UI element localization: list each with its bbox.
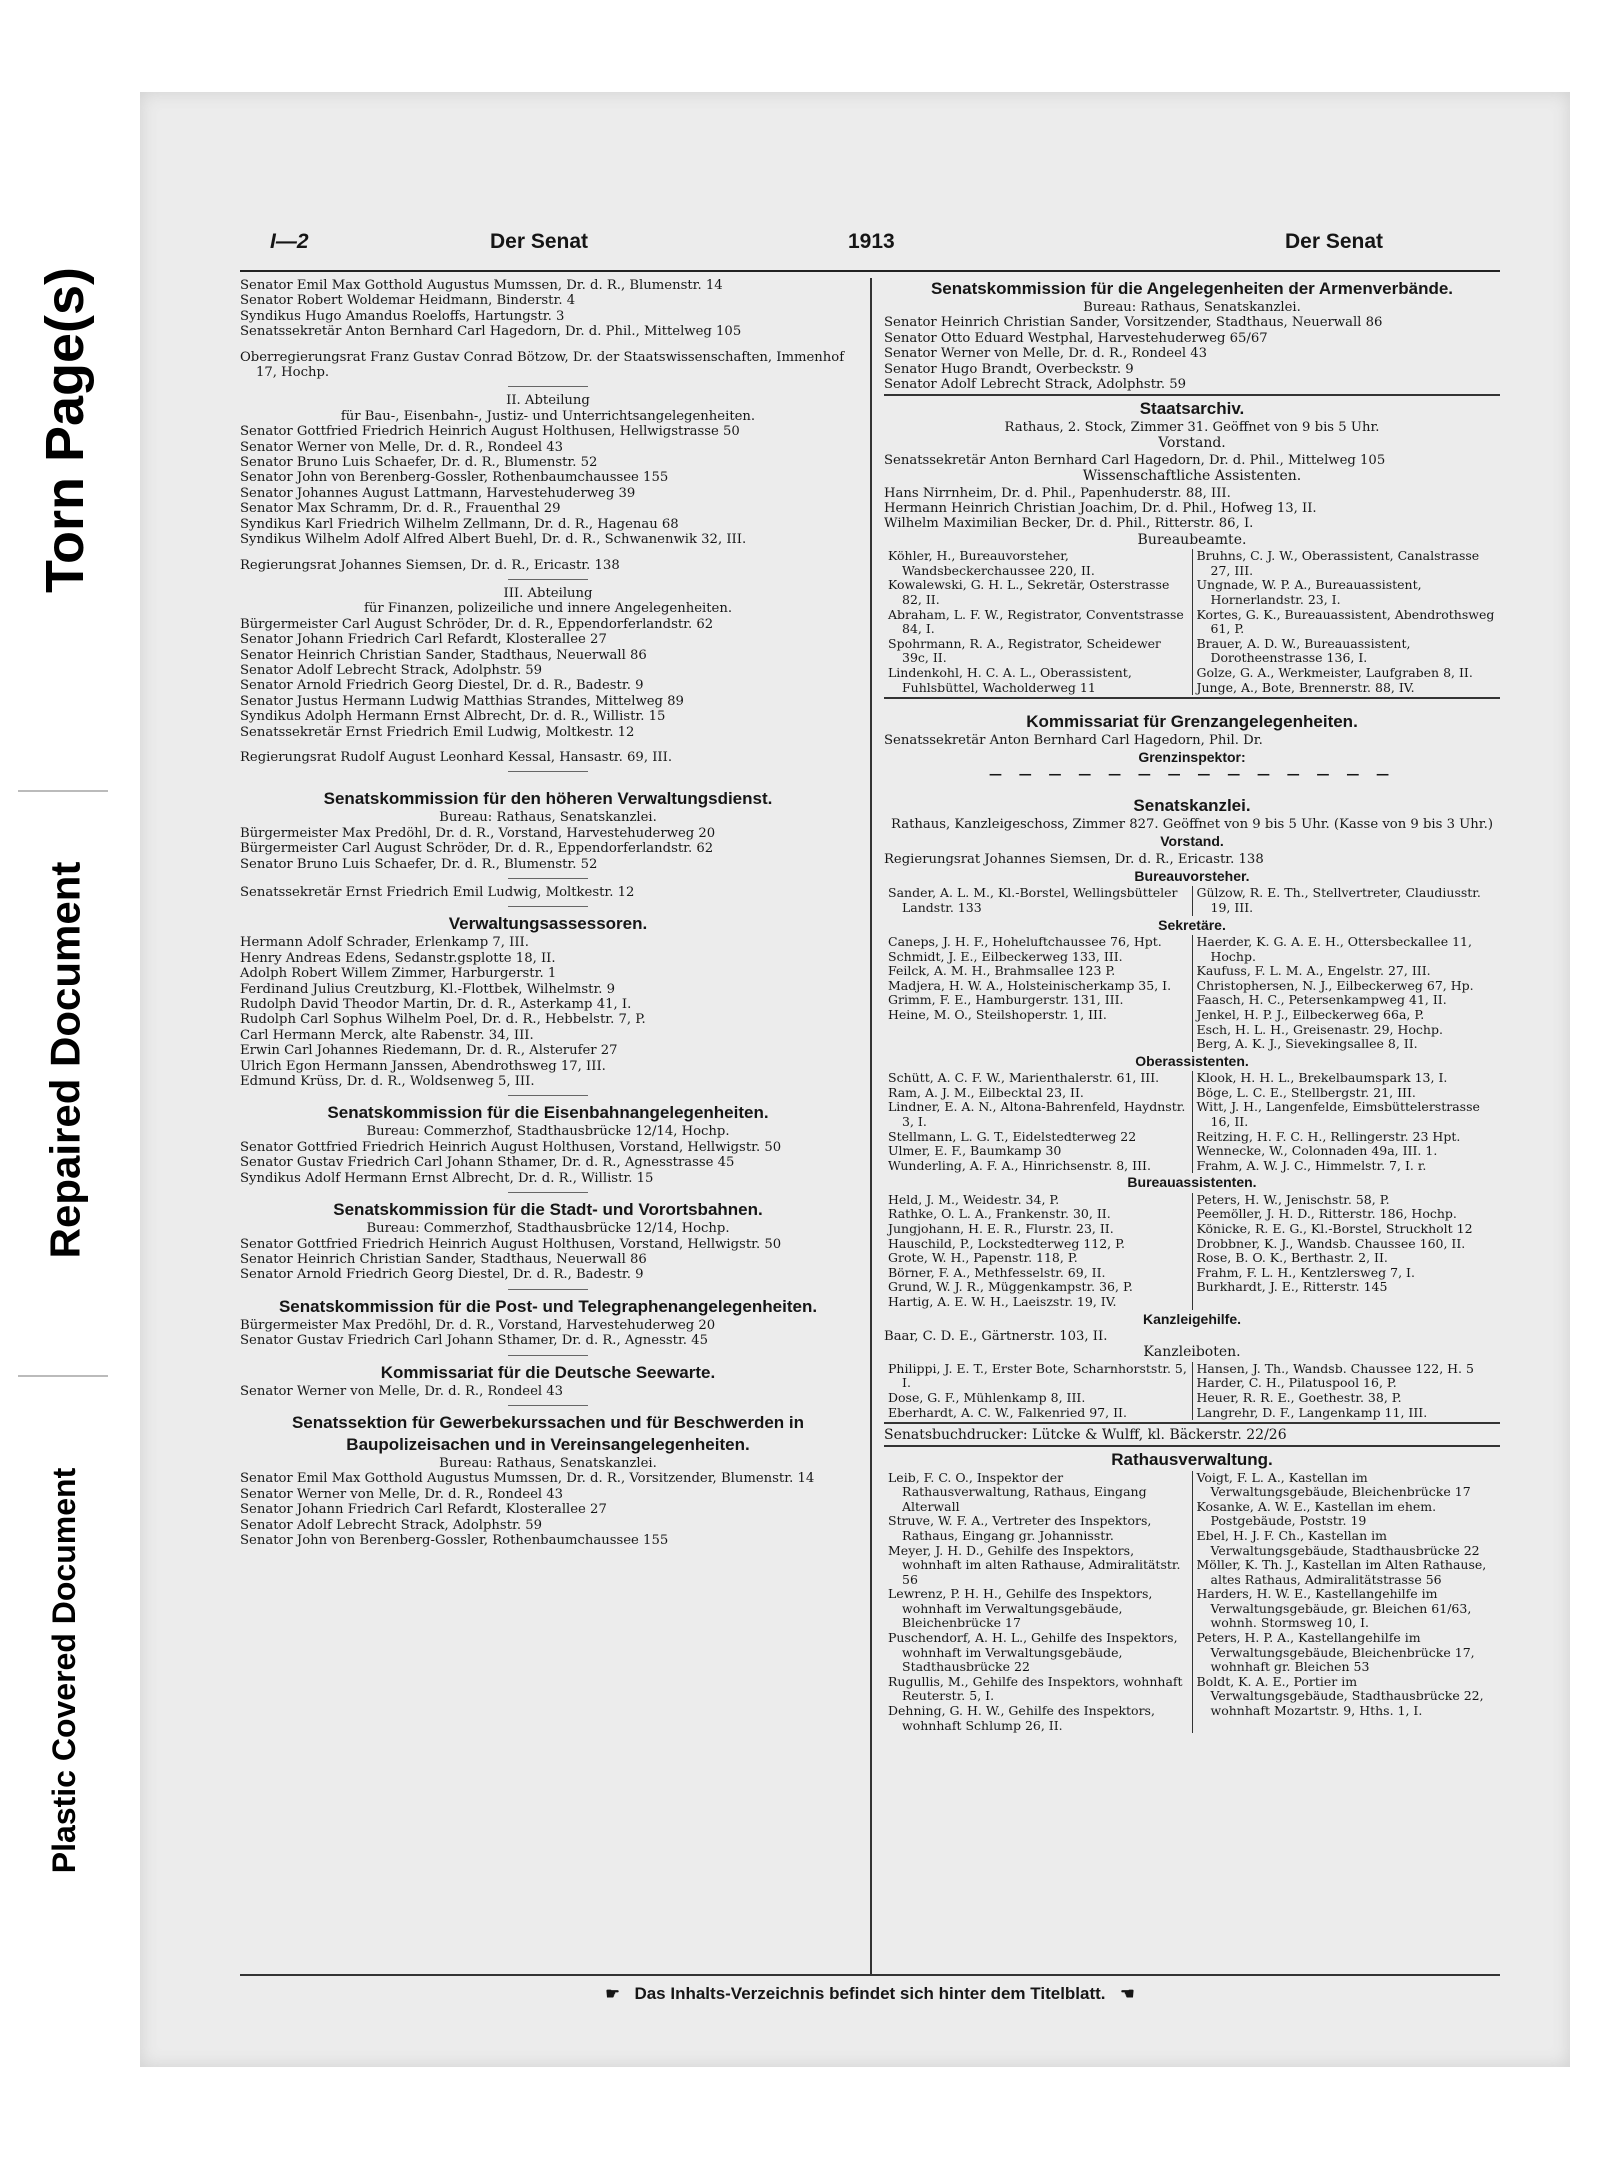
entry: Senator Max Schramm, Dr. d. R., Frauenthal 29 [240, 501, 561, 517]
entry: Kosanke, A. W. E., Kastellan im ehem. Postgebäude, Poststr. 19 [1196, 1498, 1437, 1529]
bureau-line: Bureau: Rathaus, Senatskanzlei. [439, 810, 657, 826]
page-number: I—2 [270, 230, 309, 253]
header-year: 1913 [848, 230, 895, 253]
entry: Senator Johann Friedrich Carl Refardt, Klosterallee 27 [240, 632, 607, 648]
section-heading: Senatskommission für die Stadt- und Vorortsbahnen. [333, 1200, 763, 1220]
entry: Senator Justus Hermann Ludwig Matthias Strandes, Mittelweg 89 [240, 693, 684, 709]
entry: Kaufuss, F. L. M. A., Engelstr. 27, III. [1196, 963, 1431, 979]
section-heading: Verwaltungsassessoren. [448, 914, 648, 934]
entry: Rudolph Carl Sophus Wilhelm Poel, Dr. d. R., Hebbelstr. 7, P. [240, 1012, 646, 1028]
entry: Ulmer, E. F., Baumkamp 30 [888, 1143, 1062, 1159]
entry: Senator Emil Max Gotthold Augustus Mumssen, Dr. d. R., Vorsitzender, Blumenstr. 14 [240, 1471, 815, 1487]
subheading: Kanzleigehilfe. [1142, 1310, 1242, 1327]
entry: Senator Arnold Friedrich Georg Diestel, Dr. d. R., Badestr. 9 [240, 1267, 644, 1283]
entry: Esch, H. L. H., Greisenastr. 29, Hochp. [1196, 1021, 1443, 1037]
entry: Peters, H. W., Jenischstr. 58, P. [1196, 1191, 1390, 1207]
tag-torn-label: Torn Page(s) [35, 266, 95, 594]
subheading: Kanzleiboten. [1143, 1344, 1241, 1361]
entry: Jenkel, H. P. J., Eilbeckerweg 66a, P. [1196, 1007, 1425, 1023]
entry: Eberhardt, A. C. W., Falkenried 97, II. [888, 1404, 1127, 1420]
subheading: Vorstand. [1158, 435, 1226, 452]
entry: Dehning, G. H. W., Gehilfe des Inspektors, wohnhaft Schlump 26, II. [888, 1703, 1155, 1733]
header-right-title: Der Senat [1285, 230, 1384, 253]
entry: Junge, A., Bote, Brennerstr. 88, IV. [1196, 679, 1415, 695]
entry: Madjera, H. W. A., Holsteinischerkamp 35, I. [888, 977, 1172, 993]
entry: Rathke, O. L. A., Frankenstr. 30, II. [888, 1206, 1111, 1222]
entry: Leib, F. C. O., Inspektor der Rathausverwaltung, Rathaus, Eingang Alterwall [888, 1469, 1147, 1514]
entry: Heine, M. O., Steilshoperstr. 1, III. [888, 1007, 1107, 1023]
entry: Hans Nirrnheim, Dr. d. Phil., Papenhuderstr. 88, III. [884, 485, 1231, 501]
subheading: Bureauvorsteher. [1134, 868, 1250, 885]
section-subtitle: für Bau-, Eisenbahn-, Justiz- und Unterrichtsangelegenheiten. [340, 408, 756, 424]
entry: Senatssekretär Ernst Friedrich Emil Ludwig, Moltkestr. 12 [240, 885, 635, 900]
bureau-line: Bureau: Rathaus, Senatskanzlei. [439, 1455, 657, 1471]
entry: Baar, C. D. E., Gärtnerstr. 103, II. [884, 1328, 1108, 1344]
header-left-title: Der Senat [490, 230, 589, 253]
section-title: III. Abteilung [503, 585, 593, 601]
divider [508, 1192, 588, 1193]
entry: Könicke, R. E. G., Kl.-Borstel, Struckholt 12 [1196, 1220, 1473, 1236]
subheading: Vorstand. [1160, 833, 1224, 850]
entry: Senator Werner von Melle, Dr. d. R., Rondeel 43 [240, 1486, 564, 1502]
entry: Senatssekretär Anton Bernhard Carl Hagedorn, Dr. d. Phil., Mittelweg 105 [884, 452, 1386, 468]
entry: Senator John von Berenberg-Gossler, Rothenbaumchaussee 155 [240, 1532, 669, 1548]
running-header [240, 230, 1500, 270]
entry: Senator Werner von Melle, Dr. d. R., Rondeel 43 [884, 346, 1208, 362]
staff-table [884, 1193, 1500, 1310]
tag-plastic-label: Plastic Covered Document [46, 1467, 83, 1873]
entry: Gülzow, R. E. Th., Stellvertreter, Claudiusstr. 19, III. [1196, 885, 1481, 916]
section-title: II. Abteilung [506, 393, 590, 409]
entry: Witt, J. H., Langenfelde, Eimsbüttelerstrasse 16, II. [1196, 1099, 1480, 1129]
entry: Senator Otto Eduard Westphal, Harvestehuderweg 65/67 [884, 330, 1268, 346]
entry: Senator Hugo Brandt, Overbeckstr. 9 [884, 361, 1134, 377]
entry: Hermann Adolf Schrader, Erlenkamp 7, III. [240, 935, 529, 951]
entry: Christophersen, N. J., Eilbeckerweg 67, Hp. [1196, 977, 1474, 993]
entry: Peemöller, J. H. D., Ritterstr. 186, Hochp. [1196, 1206, 1457, 1222]
entry: Senator Johannes August Lattmann, Harvestehuderweg 39 [240, 485, 636, 501]
entry: Senatssekretär Anton Bernhard Carl Hagedorn, Phil. Dr. [884, 732, 1263, 748]
section-heading: Senatssektion für Gewerbekurssachen und für Beschwerden in Baupolizeisachen und in Vereinsangelegenheiten. [291, 1412, 805, 1454]
entry: Senator Heinrich Christian Sander, Stadthaus, Neuerwall 86 [240, 647, 647, 663]
entry: Stellmann, L. G. T., Eidelstedterweg 22 [888, 1128, 1137, 1144]
pointing-hand-icon: ☛ [605, 1986, 620, 2003]
entry: Jungjohann, H. E. R., Flurstr. 23, II. [888, 1220, 1114, 1236]
entry: Lindner, E. A. N., Altona-Bahrenfeld, Haydnstr. 3, I. [888, 1099, 1186, 1129]
entry: Spohrmann, R. A., Registrator, Scheidewег 39c, II. [888, 635, 1162, 666]
entry: Kortes, G. K., Bureauassistent, Abendrothsweg 61, P. [1196, 606, 1495, 637]
divider [508, 1355, 588, 1356]
entry: Rose, B. O. K., Berthastr. 2, II. [1196, 1250, 1388, 1266]
entry: Senator Heinrich Christian Sander, Stadthaus, Neuerwall 86 [240, 1251, 647, 1267]
section-heading: Rathausverwaltung. [1111, 1449, 1273, 1469]
entry: Burkhardt, J. E., Ritterstr. 145 [1196, 1279, 1388, 1295]
document-page [240, 162, 1495, 2032]
column-divider [870, 278, 872, 1974]
staff-table [884, 1471, 1500, 1734]
entry: Voigt, F. L. A., Kastellan im Verwaltungsgebäude, Bleichenbrücke 17 [1196, 1469, 1471, 1500]
dash-line: — — — — — — — — — — — — — — [988, 767, 1396, 783]
entry: Ungnade, W. P. A., Bureauassistent, Hornerlandstr. 23, I. [1196, 577, 1422, 607]
entry: Senator Adolf Lebrecht Strack, Adolphstr. 59 [884, 377, 1187, 393]
rule [884, 394, 1500, 396]
entry: Senator Bruno Luis Schaefer, Dr. d. R., Blumenstr. 52 [240, 856, 598, 872]
divider [508, 1405, 588, 1406]
bureau-line: Bureau: Rathaus, Senatskanzlei. [1083, 300, 1301, 315]
entry: Syndikus Hugo Amandus Roeloffs, Hartungstr. 3 [240, 308, 565, 324]
entry: Syndikus Adolf Hermann Ernst Albrecht, Dr. d. R., Willistr. 15 [240, 1170, 654, 1186]
entry: Carl Hermann Merck, alte Rabenstr. 34, III. [240, 1027, 534, 1043]
divider [508, 878, 588, 879]
entry: Reitzing, H. F. C. H., Rellingerstr. 23 Hpt. [1196, 1128, 1461, 1144]
entry: Adolph Robert Willem Zimmer, Harburgerstr. 1 [240, 966, 557, 982]
entry: Hauschild, P., Lockstedterweg 112, P. [888, 1235, 1125, 1251]
entry: Wennecke, W., Colonnaden 49a, III. 1. [1196, 1143, 1438, 1159]
section-subtitle: für Finanzen, polizeiliche und innere Angelegenheiten. [363, 601, 733, 617]
tag-repaired-label: Repaired Document [41, 861, 88, 1259]
subheading: Bureaubeamte. [1137, 531, 1247, 548]
entry: Erwin Carl Johannes Riedemann, Dr. d. R., Alsterufer 27 [240, 1043, 618, 1059]
entry: Faasch, H. C., Petersenkampweg 41, II. [1196, 992, 1447, 1008]
section-heading: Senatskanzlei. [1133, 795, 1251, 815]
entry: Hartig, A. E. W. H., Laeiszstr. 19, IV. [888, 1293, 1117, 1309]
tag-torn-pages [0, 180, 130, 680]
tag-repaired-document [0, 800, 130, 1320]
rule [884, 1422, 1500, 1424]
section-heading: Kommissariat für Grenzangelegenheiten. [1026, 711, 1358, 731]
entry: Bruhns, C. J. W., Oberassistent, Canalstrasse 27, III. [1196, 548, 1480, 578]
entry: Haerder, K. G. A. E. H., Ottersbeckallee 11, Hochp. [1196, 934, 1472, 964]
entry: Grote, W. H., Papenstr. 118, P. [888, 1250, 1078, 1266]
staff-table [884, 1362, 1500, 1420]
entry: Senator Werner von Melle, Dr. d. R., Rondeel 43 [240, 1383, 564, 1399]
section-heading: Senatskommission für die Post- und Telegraphenangelegenheiten. [278, 1296, 818, 1316]
entry: Oberregierungsrat Franz Gustav Conrad Bötzow, Dr. der Staatswissenschaften, Immenhof 17, Hochp. [240, 349, 845, 381]
entry: Ferdinand Julius Creutzburg, Kl.-Flottbek, Wilhelmstr. 9 [240, 981, 616, 997]
subheading: Bureauassistenten. [1127, 1174, 1257, 1191]
section-heading: Senatskommission für die Angelegenheiten der Armenverbände. [930, 279, 1454, 298]
entry: Ulrich Egon Hermann Janssen, Abendrothsweg 17, III. [240, 1058, 606, 1074]
entry: Senator Johann Friedrich Carl Refardt, Klosterallee 27 [240, 1502, 607, 1518]
entry: Syndikus Adolph Hermann Ernst Albrecht, Dr. d. R., Willistr. 15 [240, 709, 666, 725]
entry: Bürgermeister Carl August Schröder, Dr. d. R., Eppendorferlandstr. 62 [240, 616, 714, 632]
bureau-line: Bureau: Commerzhof, Stadthausbrücke 12/14, Hochp. [366, 1124, 730, 1140]
rule [884, 1445, 1500, 1447]
entry: Boldt, K. A. E., Portier im Verwaltungsgebäude, Stadthausbrücke 22, wohnhaft Mozartstr. 9, Hths. 1, I. [1196, 1673, 1484, 1719]
entry: Senator Gottfried Friedrich Heinrich August Holthusen, Vorstand, Hellwigstr. 50 [240, 1139, 782, 1155]
entry: Harder, C. H., Pilatuspool 16, P. [1196, 1375, 1397, 1391]
tag-separator [18, 1375, 108, 1377]
pointing-hand-icon: ☚ [1120, 1986, 1135, 2003]
entry: Klook, H. H. L., Brekelbaumspark 13, I. [1196, 1070, 1448, 1086]
entry: Frahm, A. W. J. C., Himmelstr. 7, I. r. [1196, 1157, 1427, 1173]
section-heading: Senatskommission für die Eisenbahnangelegenheiten. [327, 1103, 769, 1123]
entry: Brauer, A. D. W., Bureauassistent, Dorotheenstrasse 136, I. [1196, 635, 1411, 666]
entry: Hansen, J. Th., Wandsb. Chaussee 122, H. 5 [1196, 1360, 1474, 1376]
entry: Senatssekretär Ernst Friedrich Emil Ludwig, Moltkestr. 12 [240, 724, 635, 740]
entry: Grimm, F. E., Hamburgerstr. 131, III. [888, 992, 1124, 1008]
entry: Senator Gustav Friedrich Carl Johann Sthamer, Dr. d. R., Agnesstr. 45 [240, 1333, 708, 1349]
divider [508, 771, 588, 772]
entry: Börner, F. A., Methfesselstr. 69, II. [888, 1264, 1106, 1280]
staff-table [884, 549, 1500, 695]
tag-separator [18, 790, 108, 792]
entry: Senator Werner von Melle, Dr. d. R., Rondeel 43 [240, 439, 564, 455]
entry: Berg, A. K. J., Sievekingsallee 8, II. [1196, 1036, 1418, 1052]
entry: Feilck, A. M. H., Brahmsallee 123 P. [888, 963, 1116, 979]
bureau-line: Bureau: Commerzhof, Stadthausbrücke 12/14, Hochp. [366, 1221, 730, 1237]
entry: Senator Robert Woldemar Heidmann, Binderstr. 4 [240, 293, 576, 309]
entry: Senator John von Berenberg-Gossler, Rothenbaumchaussee 155 [240, 470, 669, 486]
footer-text: Das Inhalts-Verzeichnis befindet sich hinter dem Titelblatt. [634, 1984, 1106, 2003]
divider [508, 1095, 588, 1096]
entry: Abraham, L. F. W., Registrator, Conventstrasse 84, I. [888, 606, 1184, 637]
entry: Frahm, F. L. H., Kentzlersweg 7, I. [1196, 1264, 1415, 1280]
entry: Möller, K. Th. J., Kastellan im Alten Rathause, altes Rathaus, Admiralitätstrasse 56 [1196, 1557, 1487, 1587]
entry: Senator Gustav Friedrich Carl Johann Sthamer, Dr. d. R., Agnesstrasse 45 [240, 1155, 735, 1171]
entry: Schmidt, J. E., Eilbeckerweg 133, III. [888, 948, 1123, 964]
entry: Wunderling, A. F. A., Hinrichsenstr. 8, III. [888, 1157, 1151, 1173]
entry: Dose, G. F., Mühlenkamp 8, III. [888, 1389, 1086, 1405]
entry: Harders, H. W. E., Kastellangehilfe im Verwaltungsgebäude, gr. Bleichen 61/63, wohnh. Stormsweg 10, I. [1196, 1586, 1472, 1631]
header-rule [240, 270, 1500, 272]
footer-note [240, 1984, 1500, 2004]
entry: Regierungsrat Johannes Siemsen, Dr. d. R., Ericastr. 138 [884, 851, 1264, 867]
entry: Held, J. M., Weidestr. 34, P. [888, 1191, 1060, 1207]
scanned-sheet [140, 92, 1570, 2067]
entry: Hermann Heinrich Christian Joachim, Dr. d. Phil., Hofweg 13, II. [884, 500, 1317, 516]
entry: Struve, W. F. A., Vertreter des Inspektors, Rathaus, Eingang gr. Johannisstr. [888, 1513, 1152, 1543]
entry: Senator Arnold Friedrich Georg Diestel, Dr. d. R., Badestr. 9 [240, 678, 644, 694]
entry: Rugullis, M., Gehilfe des Inspektors, wohnhaft Reuterstr. 5, I. [888, 1673, 1183, 1704]
subheading: Wissenschaftliche Assistenten. [1082, 468, 1302, 485]
entry: Philippi, J. E. T., Erster Bote, Scharnhorststr. 5, I. [888, 1360, 1187, 1391]
entry: Senatssekretär Anton Bernhard Carl Hagedorn, Dr. d. Phil., Mittelweg 105 [240, 324, 742, 340]
section-heading: Kommissariat für die Deutsche Seewarte. [380, 1362, 716, 1382]
entry: Regierungsrat Johannes Siemsen, Dr. d. R., Ericastr. 138 [240, 557, 620, 573]
entry: Langrehr, D. F., Langenkamp 11, III. [1196, 1404, 1428, 1420]
divider [508, 906, 588, 907]
entry: Rudolph David Theodor Martin, Dr. d. R., Asterkamp 41, I. [240, 997, 632, 1013]
section-heading: Staatsarchiv. [1139, 398, 1245, 418]
entry: Köhler, H., Bureauvorsteher, Wandsbeckerchaussee 220, II. [888, 548, 1095, 578]
entry: Lewrenz, P. H. H., Gehilfe des Inspektors, wohnhaft im Verwaltungsgebäude, Bleichenbrücke 17 [888, 1586, 1153, 1631]
entry: Bürgermeister Max Predöhl, Dr. d. R., Vorstand, Harvestehuderweg 20 [240, 1317, 716, 1333]
entry: Senator Bruno Luis Schaefer, Dr. d. R., Blumenstr. 52 [240, 455, 598, 471]
entry: Syndikus Karl Friedrich Wilhelm Zellmann, Dr. d. R., Hagenau 68 [240, 516, 679, 532]
entry: Meyer, J. H. D., Gehilfe des Inspektors, wohnhaft im alten Rathause, Admiralitätstr. 56 [888, 1542, 1181, 1587]
subheading: Grenzinspektor: [1138, 749, 1246, 766]
entry: Heuer, R. R. E., Goethestr. 38, P. [1196, 1389, 1402, 1405]
entry: Senatsbuchdrucker: Lütcke & Wulff, kl. Bäckerstr. 22/26 [884, 1426, 1287, 1443]
entry: Ram, A. J. M., Eilbecktal 23, II. [888, 1084, 1084, 1100]
left-column [240, 278, 856, 1548]
entry: Grund, W. J. R., Müggenkampstr. 36, P. [888, 1279, 1133, 1295]
staff-table [884, 886, 1500, 915]
entry: Sander, A. L. M., Kl.-Borstel, Wellingsbütteler Landstr. 133 [888, 885, 1178, 916]
rule [884, 697, 1500, 699]
right-column [884, 278, 1500, 1733]
staff-table [884, 1071, 1500, 1173]
section-heading: Senatskommission für den höheren Verwaltungsdienst. [323, 789, 773, 809]
entry: Wilhelm Maximilian Becker, Dr. d. Phil., Ritterstr. 86, I. [884, 516, 1254, 532]
entry: Henry Andreas Edens, Sedanstr.gsplotte 18, II. [240, 950, 556, 966]
entry: Bürgermeister Max Predöhl, Dr. d. R., Vorstand, Harvestehuderweg 20 [240, 825, 716, 841]
entry: Edmund Krüss, Dr. d. R., Woldsenweg 5, III. [240, 1074, 535, 1090]
entry: Ebel, H. J. F. Ch., Kastellan im Verwaltungsgebäude, Stadthausbrücke 22 [1196, 1527, 1480, 1558]
entry: Golze, G. A., Werkmeister, Laufgraben 8, II. [1196, 664, 1473, 680]
entry: Senator Gottfried Friedrich Heinrich August Holthusen, Vorstand, Hellwigstr. 50 [240, 1236, 782, 1252]
entry: Senator Adolf Lebrecht Strack, Adolphstr. 59 [240, 1517, 543, 1533]
entry: Peters, H. P. A., Kastellangehilfe im Verwaltungsgebäude, Bleichenbrücke 17, wohnhaft gr. Bleichen 53 [1196, 1630, 1475, 1675]
tag-plastic-covered [0, 1390, 130, 1950]
address-line: Rathaus, Kanzleigeschoss, Zimmer 827. Geöffnet von 9 bis 5 Uhr. (Kasse von 9 bis 3 Uhr.) [891, 816, 1493, 832]
subheading: Oberassistenten. [1135, 1052, 1249, 1069]
entry: Syndikus Wilhelm Adolf Alfred Albert Buehl, Dr. d. R., Schwanenwik 32, III. [240, 532, 747, 548]
entry: Caneps, J. H. F., Hoheluftchaussee 76, Hpt. [888, 934, 1162, 950]
entry: Schütt, A. C. F. W., Marienthalerstr. 61, III. [888, 1070, 1160, 1086]
entry: Senator Gottfried Friedrich Heinrich August Holthusen, Hellwigstrasse 50 [240, 424, 740, 440]
entry: Kowalewski, G. H. L., Sekretär, Osterstrasse 82, II. [888, 577, 1170, 607]
entry: Lindenkohl, H. C. A. L., Oberassistent, Fuhlsbüttel, Wacholderweg 11 [888, 664, 1132, 695]
entry: Senator Adolf Lebrecht Strack, Adolphstr. 59 [240, 662, 543, 678]
entry: Drobbner, K. J., Wandsb. Chaussee 160, II. [1196, 1235, 1466, 1251]
bottom-rule [240, 1974, 1500, 1976]
divider [508, 386, 588, 387]
divider [508, 1289, 588, 1290]
entry: Senator Heinrich Christian Sander, Vorsitzender, Stadthaus, Neuerwall 86 [884, 315, 1383, 331]
subheading: Sekretäre. [1158, 916, 1226, 933]
address-line: Rathaus, 2. Stock, Zimmer 31. Geöffnet von 9 bis 5 Uhr. [1004, 419, 1380, 435]
divider [508, 579, 588, 580]
entry: Puschendorf, A. H. L., Gehilfe des Inspektors, wohnhaft im Verwaltungsgebäude, Stadthausbrücke 22 [888, 1630, 1178, 1675]
entry: Regierungsrat Rudolf August Leonhard Kessal, Hansastr. 69, III. [240, 749, 673, 765]
entry: Bürgermeister Carl August Schröder, Dr. d. R., Eppendorferlandstr. 62 [240, 841, 714, 857]
staff-table [884, 935, 1500, 1052]
entry: Böge, L. C. E., Stellbergstr. 21, III. [1196, 1084, 1416, 1100]
entry: Senator Emil Max Gotthold Augustus Mumssen, Dr. d. R., Blumenstr. 14 [240, 278, 723, 293]
